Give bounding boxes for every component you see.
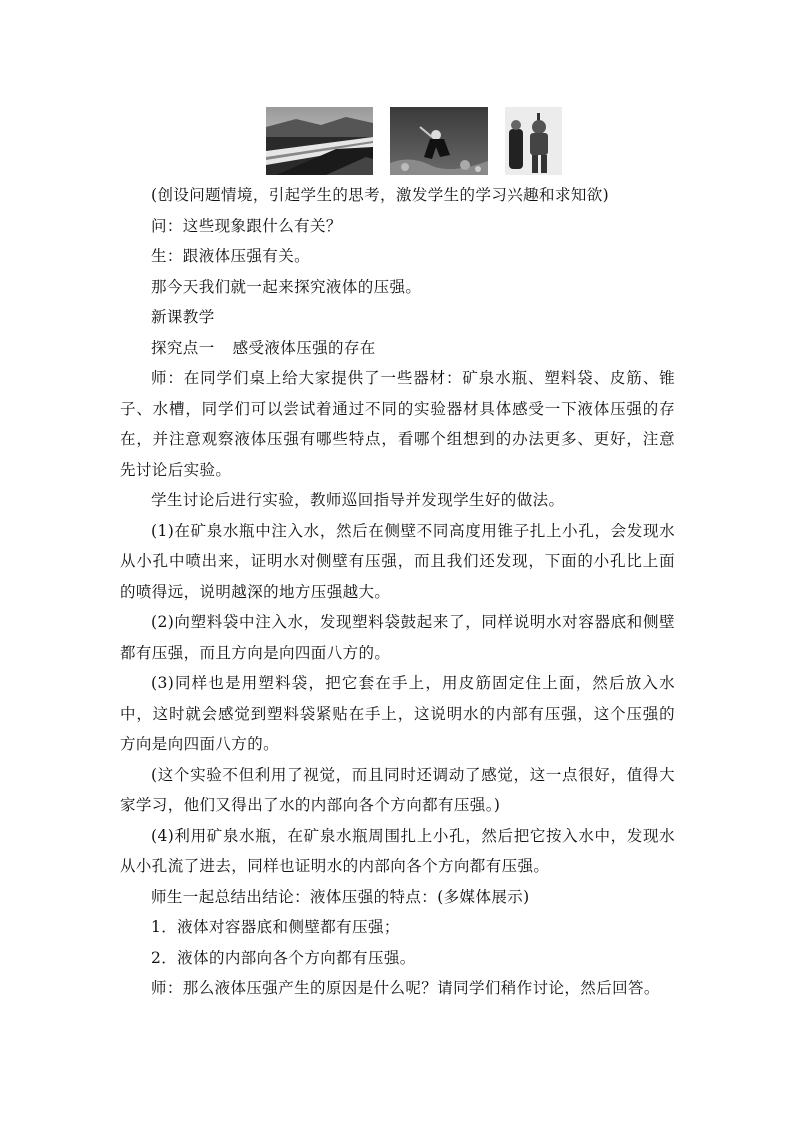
intro-note: (创设问题情境，引起学生的思考，激发学生的学习兴趣和求知欲) [151,186,610,204]
diver-photo-icon [390,107,488,175]
student-answer-line: 生：跟液体压强有关。 [151,247,311,265]
point-2-line: 2．液体的内部向各个方向都有压强。 [151,948,416,967]
subsection-heading [120,333,675,364]
question-line: 问：这些现象跟什么有关？ [151,216,342,235]
subsection-label: 探究点一 [151,338,215,357]
subsection-title: 感受液体压强的存在 [232,338,376,357]
experiment-3-paragraph: (3)同样也是用塑料袋，把它套在手上，用皮筋固定住上面，然后放入水中，这时就会感觉到塑料袋紧贴在手上，这说明水的内部有压强，这个压强的方向是向四面八方的。 [120,674,675,753]
today-line: 那今天我们就一起来探究液体的压强。 [151,277,422,296]
document-body [120,180,675,1004]
section-heading: 新课教学 [151,308,215,326]
photo-row [0,107,794,177]
students-discuss-line: 学生讨论后进行实验，教师巡回指导并发现学生好的做法。 [151,491,565,509]
teacher-question-line: 师：那么液体压强产生的原因是什么呢？请同学们稍作讨论，然后回答。 [151,979,660,997]
experiment-2-paragraph: (2)向塑料袋中注入水，发现塑料袋鼓起来了，同样说明水对容器底和侧壁都有压强，而且方向是向四面八方的。 [120,613,675,662]
experiment-4-paragraph: (4)利用矿泉水瓶，在矿泉水瓶周围扎上小孔，然后把它按入水中，发现水从小孔流了进去，同样也证明水的内部向各个方向都有压强。 [120,826,675,875]
diving-suit-photo-icon [505,107,562,175]
teacher-intro-paragraph: 师：在同学们桌上给大家提供了一些器材：矿泉水瓶、塑料袋、皮筋、锥子、水槽，同学们可以尝试着通过不同的实验器材具体感受一下液体压强的存在，并注意观察液体压强有哪些特点，看哪个组想到的办法更多、更好，注意先讨论后实验。 [120,369,675,479]
experiment-3-note: (这个实验不但利用了视觉，而且同时还调动了感觉，这一点很好，值得大家学习，他们又得出了水的内部向各个方向都有压强。) [120,765,675,814]
conclusion-line: 师生一起总结出结论：液体压强的特点：(多媒体展示) [151,887,530,906]
dam-photo-icon [266,107,373,175]
point-1-line: 1．液体对容器底和侧壁都有压强； [151,918,400,936]
experiment-1-paragraph: (1)在矿泉水瓶中注入水，然后在侧壁不同高度用锥子扎上小孔，会发现水从小孔中喷出来，证明水对侧壁有压强，而且我们还发现，下面的小孔比上面的喷得远，说明越深的地方压强越大。 [120,521,675,601]
